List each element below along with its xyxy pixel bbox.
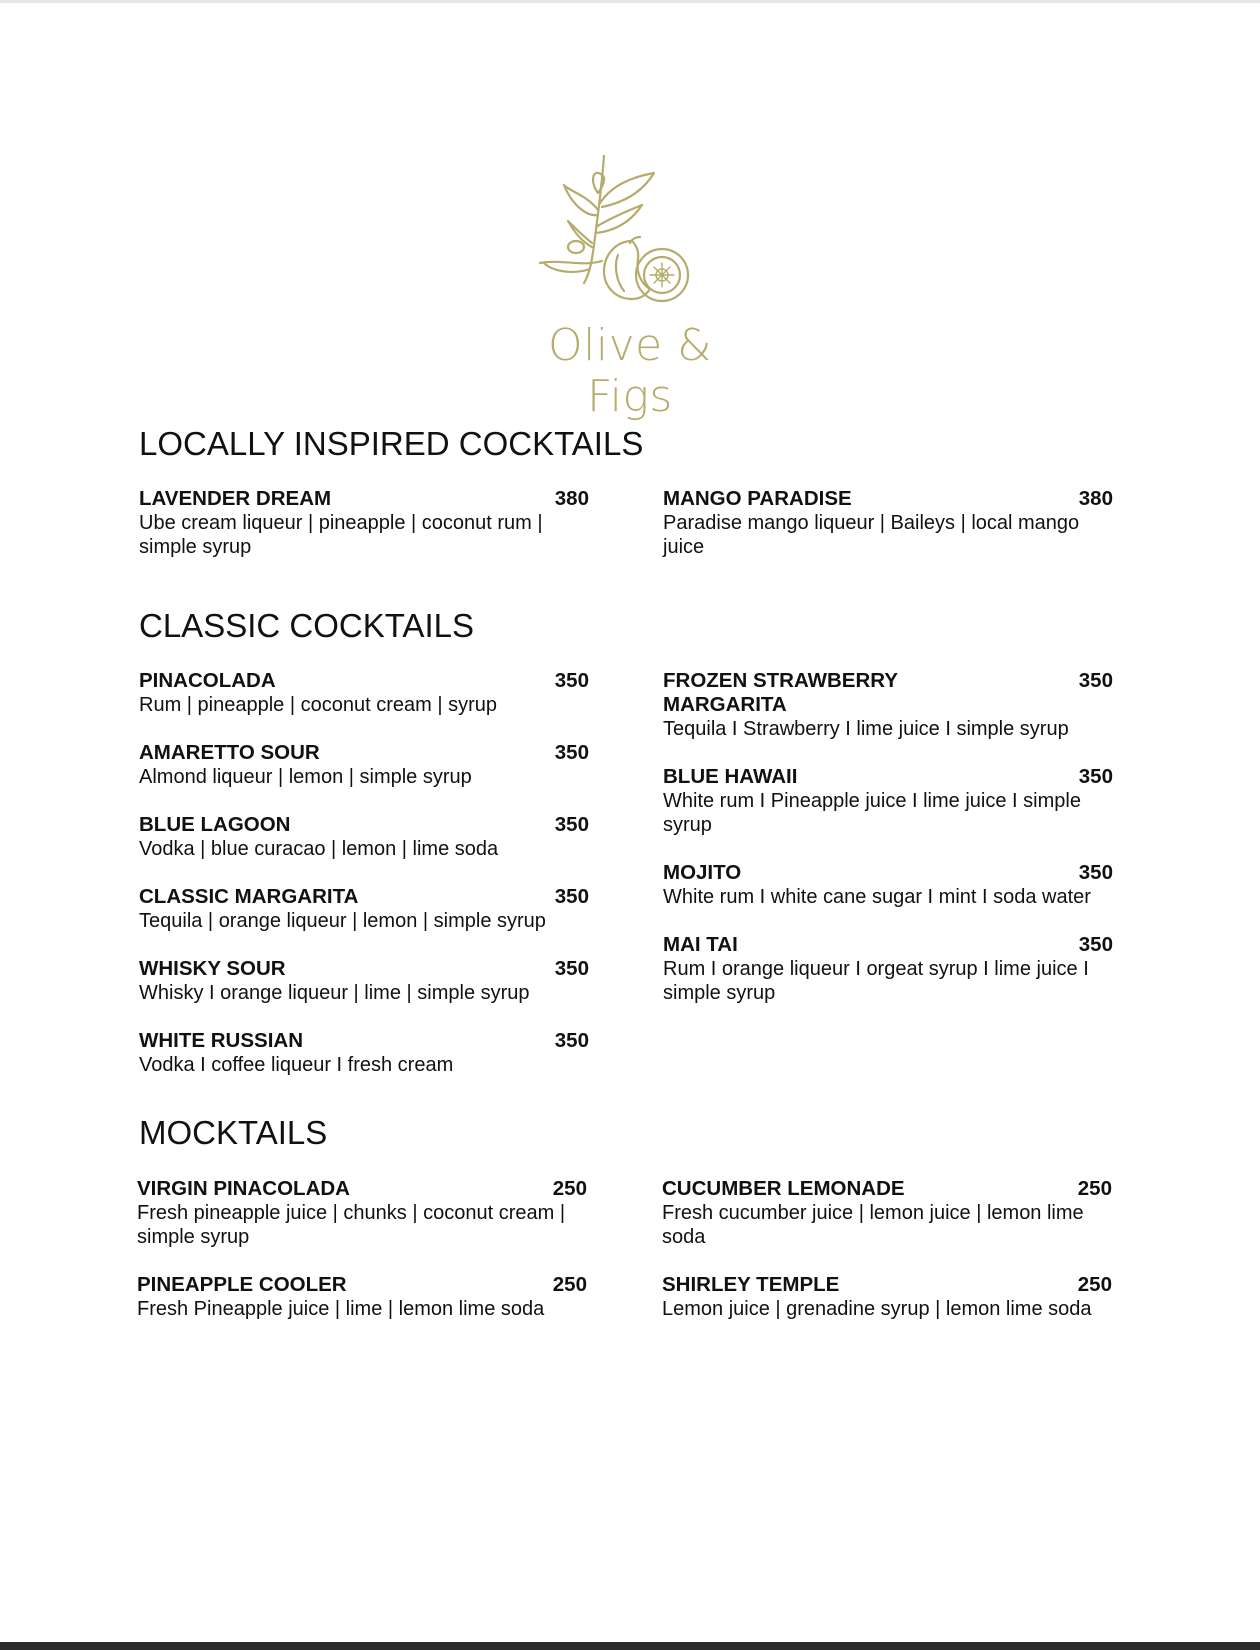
item-name: MOJITO [663,861,742,884]
menu-item-white-russian [139,1029,589,1077]
item-price: 250 [1077,1273,1112,1296]
item-name: CUCUMBER LEMONADE [662,1177,905,1200]
menu-item-lavender-dream [139,487,589,559]
menu-item-amaretto-sour [139,741,589,789]
menu-item-blue-lagoon [139,813,589,861]
section-title-locally-inspired: LOCALLY INSPIRED COCKTAILS [139,425,644,462]
item-name: PINEAPPLE COOLER [137,1273,347,1296]
item-name: CLASSIC MARGARITA [139,885,359,908]
item-price: 350 [554,957,589,980]
item-description: Ube cream liqueur | pineapple | coconut rum | simple syrup [139,512,543,558]
item-price: 350 [1078,765,1113,788]
top-border [0,0,1260,3]
item-description: White rum I white cane sugar I mint I soda water [663,886,1091,908]
item-name: FROZEN STRAWBERRY MARGARITA [663,669,898,716]
section-title-mocktails: MOCKTAILS [139,1114,328,1151]
item-price: 350 [1078,933,1113,956]
item-description: Fresh cucumber juice | lemon juice | lemon lime soda [662,1202,1084,1248]
section-title-classic-cocktails: CLASSIC COCKTAILS [139,607,474,644]
item-name: SHIRLEY TEMPLE [662,1273,840,1296]
item-description: Fresh pineapple juice | chunks | coconut cream | simple syrup [137,1202,566,1248]
item-name: MANGO PARADISE [663,487,852,510]
item-description: Rum | pineapple | coconut cream | syrup [139,694,497,716]
item-name: MAI TAI [663,933,738,956]
menu-item-whisky-sour [139,957,589,1005]
item-price: 350 [554,813,589,836]
item-description: Paradise mango liqueur | Baileys | local mango juice [663,512,1080,558]
menu-item-shirley-temple [662,1273,1112,1321]
item-description: Lemon juice | grenadine syrup | lemon lime soda [662,1298,1092,1320]
item-price: 380 [1078,487,1113,510]
item-description: Tequila I Strawberry I lime juice I simple syrup [663,718,1069,740]
item-name: WHITE RUSSIAN [139,1029,303,1052]
menu-item-mai-tai [663,933,1113,1005]
menu-item-mango-paradise [663,487,1113,559]
brand-logo [500,155,760,422]
brand-name: Olive & Figs [548,320,712,422]
item-price: 350 [554,1029,589,1052]
item-description: Almond liqueur | lemon | simple syrup [139,766,472,788]
menu-item-blue-hawaii [663,765,1113,837]
item-description: White rum I Pineapple juice I lime juice I simple syrup [663,790,1081,836]
item-name: AMARETTO SOUR [139,741,320,764]
item-name: PINACOLADA [139,669,276,692]
item-price: 350 [554,741,589,764]
menu-item-mojito [663,861,1113,909]
item-name: WHISKY SOUR [139,957,286,980]
item-description: Rum I orange liqueur I orgeat syrup I lime juice I simple syrup [663,958,1089,1004]
item-description: Vodka I coffee liqueur I fresh cream [139,1054,454,1076]
item-description: Whisky I orange liqueur | lime | simple syrup [139,982,530,1004]
menu-item-frozen-strawberry-margarita [663,669,1113,741]
menu-item-pineapple-cooler [137,1273,587,1321]
item-description: Tequila | orange liqueur | lemon | simple syrup [139,910,546,932]
item-name: VIRGIN PINACOLADA [137,1177,350,1200]
menu-item-pinacolada [139,669,589,717]
item-description: Fresh Pineapple juice | lime | lemon lime soda [137,1298,545,1320]
bottom-border [0,1642,1260,1650]
menu-item-classic-margarita [139,885,589,933]
item-price: 250 [552,1177,587,1200]
item-name: BLUE HAWAII [663,765,798,788]
menu-item-virgin-pinacolada [137,1177,587,1249]
item-price: 380 [554,487,589,510]
item-name: BLUE LAGOON [139,813,291,836]
item-price: 350 [554,885,589,908]
olive-branch-fig-icon [532,155,692,315]
item-price: 350 [1078,861,1113,884]
item-description: Vodka | blue curacao | lemon | lime soda [139,838,499,860]
item-name: LAVENDER DREAM [139,487,332,510]
item-price: 250 [1077,1177,1112,1200]
menu-item-cucumber-lemonade [662,1177,1112,1249]
item-price: 250 [552,1273,587,1296]
item-price: 350 [1078,669,1113,692]
item-price: 350 [554,669,589,692]
